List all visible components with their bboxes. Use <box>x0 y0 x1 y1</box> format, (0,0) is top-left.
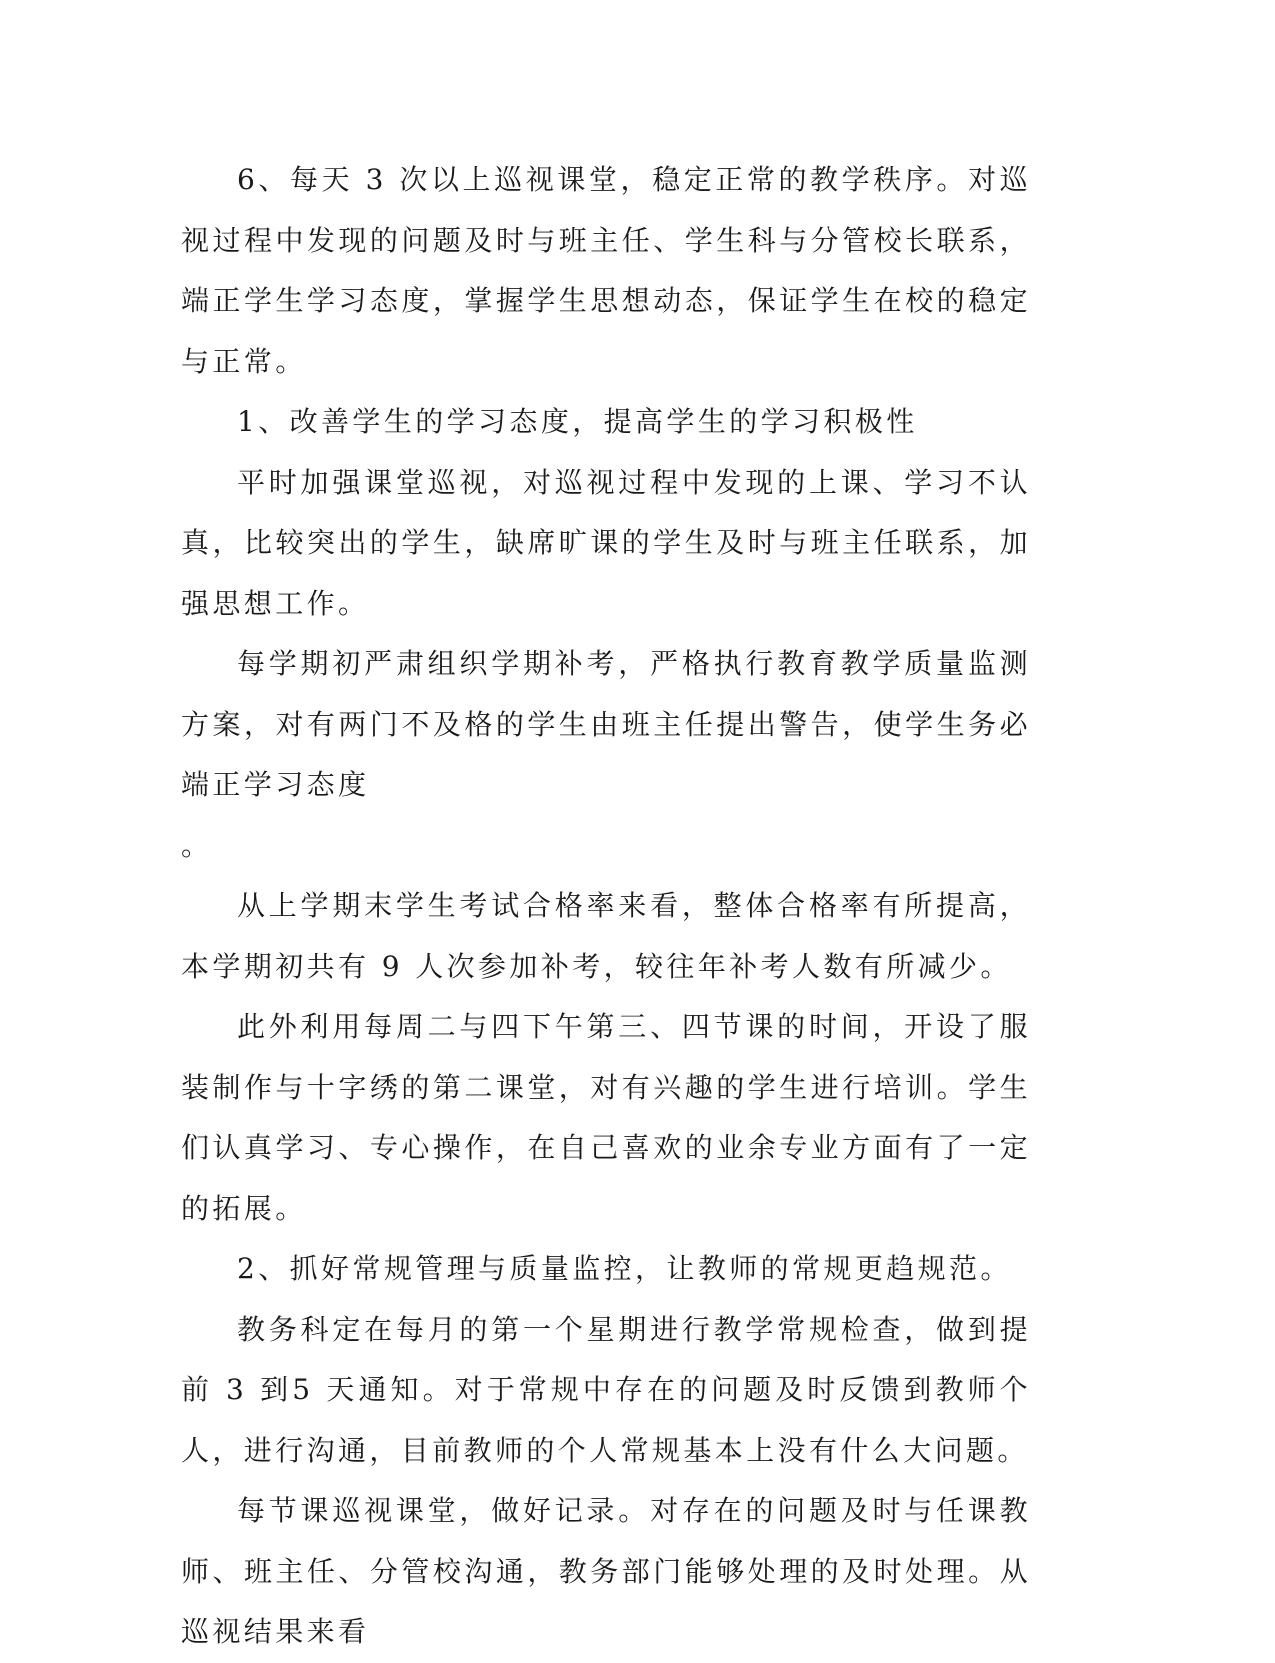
paragraph: 每学期初严肃组织学期补考，严格执行教育教学质量监测方案，对有两门不及格的学生由班主任提出警告，使学生务必端正学习态度 <box>181 647 1031 801</box>
paragraph: 平时加强课堂巡视，对巡视过程中发现的上课、学习不认真，比较突出的学生，缺席旷课的学生及时与班主任联系，加强思想工作。 <box>181 465 1031 620</box>
stray-punctuation: 。 <box>181 828 213 862</box>
paragraph: 每节课巡视课堂，做好记录。对存在的问题及时与任课教师、班主任、分管校沟通，教务部门能够处理的及时处理。从巡视结果来看 <box>181 1494 1031 1648</box>
paragraph: 从上学期末学生考试合格率来看，整体合格率有所提高，本学期初共有 9 人次参加补考，较往年补考人数有所减少。 <box>181 889 1031 983</box>
paragraph: 教务科定在每月的第一个星期进行教学常规检查，做到提前 3 到5 天通知。对于常规中存在的问题及时反馈到教师个人，进行沟通，目前教师的个人常规基本上没有什么大问题。 <box>181 1312 1031 1467</box>
paragraph: 此外利用每周二与四下午第三、四节课的时间，开设了服装制作与十字绣的第二课堂，对有兴趣的学生进行培训。学生们认真学习、专心操作，在自己喜欢的业余专业方面有了一定的拓展。 <box>181 1010 1031 1225</box>
document-body <box>181 150 1031 1663</box>
section-heading: 2、抓好常规管理与质量监控，让教师的常规更趋规范。 <box>237 1252 1012 1285</box>
section-heading: 1、改善学生的学习态度，提高学生的学习积极性 <box>237 405 918 438</box>
paragraph: 6、每天 3 次以上巡视课堂，稳定正常的教学秩序。对巡视过程中发现的问题及时与班主任、学生科与分管校长联系，端正学生学习态度，掌握学生思想动态，保证学生在校的稳定与正常。 <box>181 163 1031 378</box>
